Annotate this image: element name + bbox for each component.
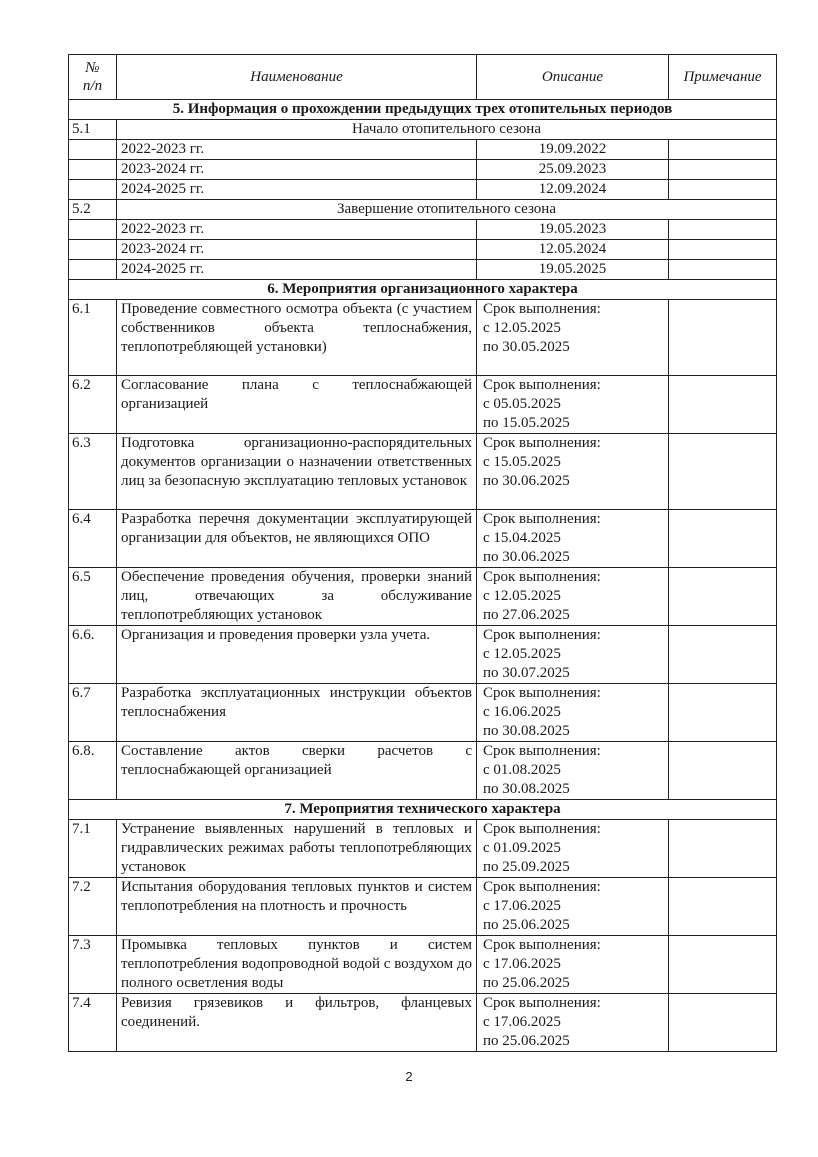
header-description: Описание	[477, 55, 669, 100]
row-number: 5.1	[69, 120, 117, 140]
table-row	[69, 568, 777, 626]
section-6-title: 6. Мероприятия организационного характера	[69, 280, 777, 300]
measure-deadline: Срок выполнения: с 16.06.2025 по 30.08.2025	[477, 684, 669, 742]
measure-deadline: Срок выполнения: с 05.05.2025 по 15.05.2025	[477, 376, 669, 434]
measure-deadline: Срок выполнения: с 15.05.2025 по 30.06.2025	[477, 434, 669, 510]
section-5-title: 5. Информация о прохождении предыдущих трех отопительных периодов	[69, 100, 777, 120]
season-date: 19.09.2022	[477, 140, 669, 160]
measure-deadline: Срок выполнения: с 17.06.2025 по 25.06.2025	[477, 878, 669, 936]
table-row	[69, 200, 777, 220]
section-title-row	[69, 280, 777, 300]
row-number: 7.1	[69, 820, 117, 878]
plan-table	[68, 54, 777, 1052]
table-row	[69, 742, 777, 800]
season-date: 12.05.2024	[477, 240, 669, 260]
row-number: 6.7	[69, 684, 117, 742]
measure-deadline: Срок выполнения: с 12.05.2025 по 30.05.2025	[477, 300, 669, 376]
season-date: 19.05.2025	[477, 260, 669, 280]
table-row	[69, 626, 777, 684]
measure-deadline: Срок выполнения: с 12.05.2025 по 27.06.2025	[477, 568, 669, 626]
row-number: 6.3	[69, 434, 117, 510]
measure-name: Разработка перечня документации эксплуатирующей организации для объектов, не являющихся ОПО	[117, 510, 477, 568]
section-title-row	[69, 800, 777, 820]
header-name: Наименование	[117, 55, 477, 100]
measure-name: Разработка эксплуатационных инструкции объектов теплоснабжения	[117, 684, 477, 742]
measure-name: Организация и проведения проверки узла учета.	[117, 626, 477, 684]
row-number: 7.4	[69, 994, 117, 1052]
measure-deadline: Срок выполнения: с 17.06.2025 по 25.06.2025	[477, 936, 669, 994]
subsection-title: Начало отопительного сезона	[117, 120, 777, 140]
measure-name: Ревизия грязевиков и фильтров, фланцевых соединений.	[117, 994, 477, 1052]
season-label: 2022-2023 гг.	[117, 220, 477, 240]
table-row	[69, 260, 777, 280]
season-label: 2024-2025 гг.	[117, 260, 477, 280]
page-number: 2	[405, 1069, 413, 1084]
table-row	[69, 878, 777, 936]
table-row	[69, 180, 777, 200]
section-title-row	[69, 100, 777, 120]
measure-name: Составление актов сверки расчетов с теплоснабжающей организацией	[117, 742, 477, 800]
measure-deadline: Срок выполнения: с 01.08.2025 по 30.08.2025	[477, 742, 669, 800]
table-row	[69, 376, 777, 434]
row-number: 6.2	[69, 376, 117, 434]
measure-name: Подготовка организационно-распорядительных документов организации о назначении ответственных лиц за безопасную эксплуатацию тепловых установок	[117, 434, 477, 510]
measure-name: Испытания оборудования тепловых пунктов и систем теплопотребления на плотность и прочность	[117, 878, 477, 936]
row-number: 5.2	[69, 200, 117, 220]
row-number: 6.8.	[69, 742, 117, 800]
table-row	[69, 820, 777, 878]
header-note: Примечание	[669, 55, 777, 100]
section-7-title: 7. Мероприятия технического характера	[69, 800, 777, 820]
table-row	[69, 240, 777, 260]
row-number: 6.4	[69, 510, 117, 568]
season-label: 2023-2024 гг.	[117, 160, 477, 180]
table-row	[69, 220, 777, 240]
measure-deadline: Срок выполнения: с 17.06.2025 по 25.06.2025	[477, 994, 669, 1052]
measure-name: Проведение совместного осмотра объекта (с участием собственников объекта теплоснабжения, теплопотребляющей установки)	[117, 300, 477, 376]
table-row	[69, 120, 777, 140]
row-number: 6.1	[69, 300, 117, 376]
table-row	[69, 684, 777, 742]
measure-name: Промывка тепловых пунктов и систем теплопотребления водопроводной водой с воздухом до полного осветления воды	[117, 936, 477, 994]
table-header-row	[69, 55, 777, 100]
measure-deadline: Срок выполнения: с 01.09.2025 по 25.09.2025	[477, 820, 669, 878]
measure-name: Обеспечение проведения обучения, проверки знаний лиц, отвечающих за обслуживание теплопотребляющих установок	[117, 568, 477, 626]
measure-name: Устранение выявленных нарушений в тепловых и гидравлических режимах работы теплопотребляющих установок	[117, 820, 477, 878]
row-number: 6.5	[69, 568, 117, 626]
table-row	[69, 936, 777, 994]
table-row	[69, 140, 777, 160]
season-label: 2023-2024 гг.	[117, 240, 477, 260]
season-label: 2022-2023 гг.	[117, 140, 477, 160]
row-number: 7.2	[69, 878, 117, 936]
season-label: 2024-2025 гг.	[117, 180, 477, 200]
table-row	[69, 510, 777, 568]
row-number: 7.3	[69, 936, 117, 994]
row-number: 6.6.	[69, 626, 117, 684]
measure-deadline: Срок выполнения: с 12.05.2025 по 30.07.2025	[477, 626, 669, 684]
measure-deadline: Срок выполнения: с 15.04.2025 по 30.06.2025	[477, 510, 669, 568]
season-date: 19.05.2023	[477, 220, 669, 240]
season-date: 25.09.2023	[477, 160, 669, 180]
subsection-title: Завершение отопительного сезона	[117, 200, 777, 220]
table-row	[69, 994, 777, 1052]
table-row	[69, 300, 777, 376]
season-date: 12.09.2024	[477, 180, 669, 200]
measure-name: Согласование плана с теплоснабжающей организацией	[117, 376, 477, 434]
table-row	[69, 160, 777, 180]
header-num: № п/п	[69, 55, 117, 100]
table-row	[69, 434, 777, 510]
